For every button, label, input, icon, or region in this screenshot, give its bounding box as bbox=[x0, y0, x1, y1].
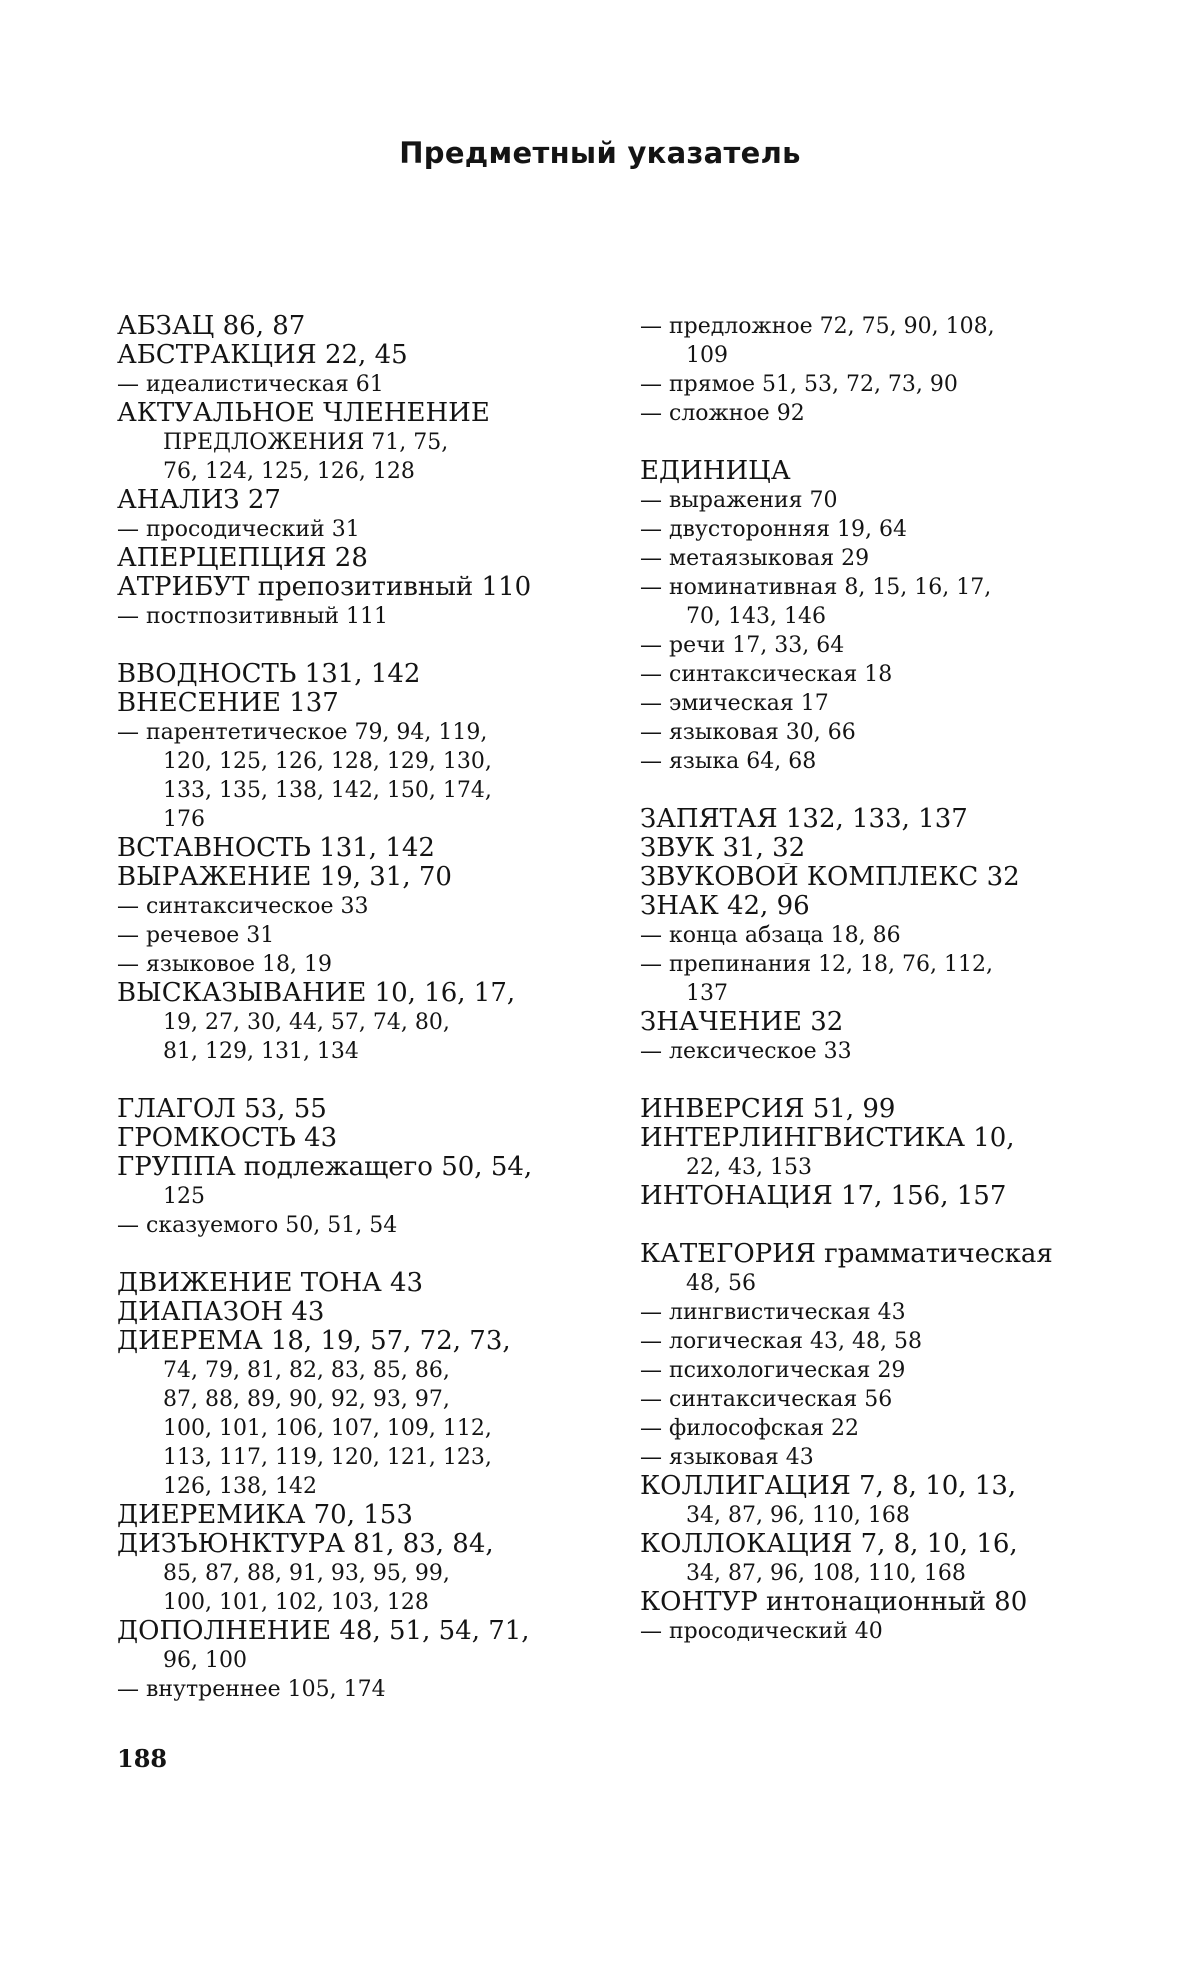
index-headword: АБЗАЦ 86, 87 bbox=[117, 312, 306, 341]
index-subentry: — препинания 12, 18, 76, 112, bbox=[640, 952, 993, 977]
index-headword: ВЫСКАЗЫВАНИЕ 10, 16, 17, bbox=[117, 979, 516, 1008]
index-subentry: — синтаксическая 18 bbox=[640, 662, 893, 687]
index-column-right bbox=[640, 312, 1078, 1646]
index-column-left bbox=[117, 312, 557, 1704]
index-subentry: — просодический 31 bbox=[117, 517, 360, 542]
index-subentry: — лингвистическая 43 bbox=[640, 1300, 906, 1325]
index-subentry: — выражения 70 bbox=[640, 488, 838, 513]
index-subentry: — синтаксическая 56 bbox=[640, 1387, 893, 1412]
section-gap bbox=[117, 1066, 557, 1095]
index-subentry: — языковая 30, 66 bbox=[640, 720, 856, 745]
index-headword: ИНВЕРСИЯ 51, 99 bbox=[640, 1095, 896, 1124]
index-continuation: 85, 87, 88, 91, 93, 95, 99, bbox=[163, 1561, 450, 1586]
index-headword: ДИЗЪЮНКТУРА 81, 83, 84, bbox=[117, 1530, 494, 1559]
index-subentry: — речи 17, 33, 64 bbox=[640, 633, 845, 658]
index-subentry: — философская 22 bbox=[640, 1416, 859, 1441]
index-subentry: — постпозитивный 111 bbox=[117, 604, 389, 629]
index-subentry: — прямое 51, 53, 72, 73, 90 bbox=[640, 372, 958, 397]
index-continuation: 120, 125, 126, 128, 129, 130, bbox=[163, 749, 492, 774]
index-headword: КОНТУР интонационный 80 bbox=[640, 1588, 1028, 1617]
index-continuation: 48, 56 bbox=[686, 1271, 756, 1296]
index-headword: ВНЕСЕНИЕ 137 bbox=[117, 689, 339, 718]
index-subentry: — двусторонняя 19, 64 bbox=[640, 517, 907, 542]
section-gap bbox=[117, 631, 557, 660]
index-subentry: — синтаксическое 33 bbox=[117, 894, 369, 919]
index-headword: КОЛЛОКАЦИЯ 7, 8, 10, 16, bbox=[640, 1530, 1018, 1559]
index-continuation: 34, 87, 96, 108, 110, 168 bbox=[686, 1561, 966, 1586]
index-continuation: 100, 101, 102, 103, 128 bbox=[163, 1590, 429, 1615]
index-headword: ДИЕРЕМА 18, 19, 57, 72, 73, bbox=[117, 1327, 511, 1356]
index-continuation: 176 bbox=[163, 807, 205, 832]
index-headword: ГРУППА подлежащего 50, 54, bbox=[117, 1153, 533, 1182]
page-title: Предметный указатель bbox=[399, 136, 801, 170]
index-headword: ЗНАК 42, 96 bbox=[640, 892, 810, 921]
index-headword: АКТУАЛЬНОЕ ЧЛЕНЕНИЕ bbox=[117, 399, 490, 428]
index-continuation: 100, 101, 106, 107, 109, 112, bbox=[163, 1416, 492, 1441]
index-headword: АБСТРАКЦИЯ 22, 45 bbox=[117, 341, 408, 370]
index-headword: ЗВУК 31, 32 bbox=[640, 834, 806, 863]
index-headword: ЗНАЧЕНИЕ 32 bbox=[640, 1008, 844, 1037]
index-continuation: 22, 43, 153 bbox=[686, 1155, 812, 1180]
index-headword: ЕДИНИЦА bbox=[640, 457, 791, 486]
index-headword: ЗАПЯТАЯ 132, 133, 137 bbox=[640, 805, 968, 834]
index-continuation: 96, 100 bbox=[163, 1648, 247, 1673]
section-gap bbox=[640, 776, 1078, 805]
index-subentry: — речевое 31 bbox=[117, 923, 275, 948]
index-headword: КОЛЛИГАЦИЯ 7, 8, 10, 13, bbox=[640, 1472, 1017, 1501]
index-subentry: — идеалистическая 61 bbox=[117, 372, 384, 397]
index-continuation: 125 bbox=[163, 1184, 205, 1209]
index-headword: ВСТАВНОСТЬ 131, 142 bbox=[117, 834, 435, 863]
index-continuation: 81, 129, 131, 134 bbox=[163, 1039, 359, 1064]
index-subentry: — сложное 92 bbox=[640, 401, 805, 426]
index-headword: ИНТЕРЛИНГВИСТИКА 10, bbox=[640, 1124, 1015, 1153]
index-subentry: — лексическое 33 bbox=[640, 1039, 852, 1064]
section-gap bbox=[640, 1066, 1078, 1095]
index-continuation: 113, 117, 119, 120, 121, 123, bbox=[163, 1445, 492, 1470]
index-continuation: 126, 138, 142 bbox=[163, 1474, 317, 1499]
index-continuation: 76, 124, 125, 126, 128 bbox=[163, 459, 415, 484]
index-subentry: — номинативная 8, 15, 16, 17, bbox=[640, 575, 992, 600]
index-continuation: 109 bbox=[686, 343, 728, 368]
index-subentry: — внутреннее 105, 174 bbox=[117, 1677, 386, 1702]
index-headword: ДОПОЛНЕНИЕ 48, 51, 54, 71, bbox=[117, 1617, 530, 1646]
section-gap bbox=[640, 428, 1078, 457]
index-subentry: — языковая 43 bbox=[640, 1445, 814, 1470]
index-subentry: — языковое 18, 19 bbox=[117, 952, 332, 977]
index-continuation: 70, 143, 146 bbox=[686, 604, 826, 629]
section-gap bbox=[117, 1240, 557, 1269]
index-subentry: — метаязыковая 29 bbox=[640, 546, 870, 571]
index-subentry: — сказуемого 50, 51, 54 bbox=[117, 1213, 398, 1238]
index-subentry: — просодический 40 bbox=[640, 1619, 883, 1644]
index-subentry: — логическая 43, 48, 58 bbox=[640, 1329, 922, 1354]
index-headword: АНАЛИЗ 27 bbox=[117, 486, 281, 515]
index-subentry: — психологическая 29 bbox=[640, 1358, 906, 1383]
index-continuation: 87, 88, 89, 90, 92, 93, 97, bbox=[163, 1387, 450, 1412]
index-continuation: 133, 135, 138, 142, 150, 174, bbox=[163, 778, 492, 803]
section-gap bbox=[640, 1211, 1078, 1240]
index-headword: ВВОДНОСТЬ 131, 142 bbox=[117, 660, 421, 689]
index-continuation: 34, 87, 96, 110, 168 bbox=[686, 1503, 910, 1528]
index-continuation: 74, 79, 81, 82, 83, 85, 86, bbox=[163, 1358, 450, 1383]
index-continuation: 19, 27, 30, 44, 57, 74, 80, bbox=[163, 1010, 450, 1035]
index-subentry: — эмическая 17 bbox=[640, 691, 829, 716]
index-subentry: — предложное 72, 75, 90, 108, bbox=[640, 314, 995, 339]
index-headword: АПЕРЦЕПЦИЯ 28 bbox=[117, 544, 368, 573]
index-headword: ГЛАГОЛ 53, 55 bbox=[117, 1095, 327, 1124]
index-continuation: 137 bbox=[686, 981, 728, 1006]
index-headword: КАТЕГОРИЯ грамматическая bbox=[640, 1240, 1053, 1269]
index-headword: ДИЕРЕМИКА 70, 153 bbox=[117, 1501, 413, 1530]
index-subentry: — парентетическое 79, 94, 119, bbox=[117, 720, 488, 745]
index-headword: ВЫРАЖЕНИЕ 19, 31, 70 bbox=[117, 863, 452, 892]
index-headword: ДИАПАЗОН 43 bbox=[117, 1298, 325, 1327]
index-headword: ЗВУКОВОЙ КОМПЛЕКС 32 bbox=[640, 863, 1020, 892]
page-number: 188 bbox=[117, 1744, 168, 1773]
index-headword: ИНТОНАЦИЯ 17, 156, 157 bbox=[640, 1182, 1007, 1211]
index-subentry: — конца абзаца 18, 86 bbox=[640, 923, 901, 948]
index-headword: ДВИЖЕНИЕ ТОНА 43 bbox=[117, 1269, 424, 1298]
index-continuation: ПРЕДЛОЖЕНИЯ 71, 75, bbox=[163, 430, 449, 455]
index-headword: ГРОМКОСТЬ 43 bbox=[117, 1124, 338, 1153]
index-subentry: — языка 64, 68 bbox=[640, 749, 817, 774]
index-headword: АТРИБУТ препозитивный 110 bbox=[117, 573, 532, 602]
